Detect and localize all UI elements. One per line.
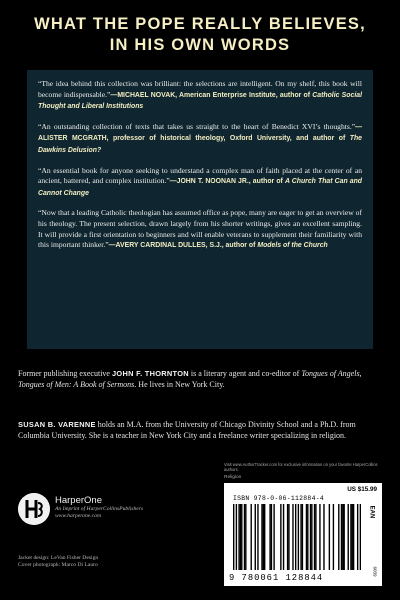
barcode-bar — [271, 504, 272, 570]
barcode-bar — [338, 504, 339, 570]
quote-text: “An outstanding collection of texts that takes us straight to the heart of Benedict XVI’s thoughts.” — [38, 121, 356, 131]
quote-attribution: AVERY CARDINAL DULLES, S.J., author of — [115, 242, 258, 250]
barcode-digits: 9 780061 128844 — [229, 573, 324, 583]
barcode-bar — [295, 504, 296, 570]
quote-book-title: Models of the Church — [257, 242, 328, 250]
barcode-bar — [360, 504, 361, 570]
barcode-bar — [244, 504, 245, 570]
category-label: Religion — [224, 475, 242, 480]
barcode-bar — [255, 504, 256, 570]
bio-text: holds an M.A. from the University of Chicago Divinity School and a Ph.D. from Columbia University. She is a teacher in New York City and a freelance writer specializing in religion. — [18, 420, 356, 441]
barcode-bar — [273, 504, 274, 570]
quote-text: “The idea behind this collection was brilliant: the selections are intelligent. On my shelf, this book will become indispensable.” — [38, 79, 362, 99]
endorsements-panel — [27, 70, 373, 349]
quote-attribution: JOHN T. NOONAN JR., author of — [176, 178, 285, 186]
quote-book-title: A Church That Can and Cannot Change — [38, 178, 363, 197]
barcode-bar — [350, 504, 351, 570]
price-label: US $15.99 — [347, 486, 377, 493]
barcode-bar — [238, 504, 239, 570]
author-bio-varenne — [18, 419, 384, 441]
barcode-bar — [341, 504, 342, 570]
photo-credit: Cover photograph: Marco Di Lauro — [18, 562, 98, 569]
isbn-label: ISBN 978-0-06-112884-4 — [233, 495, 324, 502]
barcode-bar — [283, 504, 284, 570]
authortracker-note: Visit www.AuthorTracker.com for exclusive information on your favorite HarperCollins authors. — [224, 462, 378, 472]
small-code: 6039 — [372, 566, 378, 577]
barcode-bar — [307, 504, 308, 570]
barcode-bar — [306, 504, 307, 570]
barcode-bar — [288, 504, 289, 570]
quote-separator: — — [110, 91, 118, 99]
barcode-bar — [280, 504, 281, 570]
jacket-credits — [18, 555, 98, 570]
barcode-bar — [257, 504, 258, 570]
quote-book-title: The Dawkins Delusion? — [38, 135, 362, 154]
bio-book-title: Tongues of Angels, Tongues of Men: A Book of Sermons — [18, 369, 362, 390]
publisher-imprint-line: An Imprint of HarperCollinsPublishers — [55, 506, 144, 512]
author-name: SUSAN B. VARENNE — [18, 420, 96, 429]
quote-separator: — — [355, 123, 362, 131]
barcode-block — [224, 483, 382, 586]
author-name: JOHN F. THORNTON — [111, 369, 189, 378]
barcode-bar — [315, 504, 316, 570]
bio-lead: Former publishing executive — [18, 369, 112, 378]
barcode-bar — [298, 504, 299, 570]
bio-text: is a literary agent and co-editor of — [188, 369, 302, 378]
quote-separator: — — [108, 242, 116, 250]
barcode-bar — [323, 504, 324, 570]
barcode-bar — [245, 504, 246, 570]
barcode-bar — [353, 504, 354, 570]
publisher-imprint — [55, 495, 143, 520]
barcode-bar — [319, 504, 320, 570]
barcode-bar — [300, 504, 301, 570]
barcode-bar — [314, 504, 315, 570]
publisher-url: www.harperone.com — [55, 513, 101, 520]
barcode-bar — [348, 504, 349, 570]
barcode-bar — [240, 504, 241, 570]
quote-book-title: Catholic Social Thought and Liberal Institutions — [38, 91, 362, 111]
ean-label: EAN — [368, 505, 375, 519]
barcode-bar — [241, 504, 242, 570]
barcode-bar — [233, 504, 234, 570]
quote-attribution: MICHAEL NOVAK, American Enterprise Institute, author of — [117, 91, 313, 99]
barcode-bar — [251, 504, 252, 570]
quote-text: “An essential book for anyone seeking to understand a complex man of faith placed at the center of an ancient, battered, and complex institution.” — [38, 165, 362, 186]
barcode-bar — [357, 504, 358, 570]
barcode-bar — [287, 504, 288, 570]
publisher-brand: HarperOne — [55, 495, 102, 506]
barcode-bar — [342, 504, 343, 570]
harperone-logo-icon — [18, 493, 50, 525]
barcode-bar — [263, 504, 264, 570]
design-credit: Jacket design: LeVan Fisher Design — [18, 555, 99, 561]
barcode-bar — [261, 504, 262, 570]
headline — [18, 14, 382, 56]
quote-text: “Now that a leading Catholic theologian has assumed office as pope, many are eager to get an overview of his theology. The present selection, drawn largely from his shorter writings, gives an excellent sampling. It will provide a first orientation to beginners and will enable veterans to supplement their familiarity with this important thinker.” — [38, 208, 362, 250]
quote-separator: — — [169, 178, 177, 186]
bio-tail: . He lives in New York City. — [134, 380, 225, 390]
endorsement-quote — [38, 79, 362, 113]
quote-attribution: ALISTER MCGRATH, professor of historical theology, Oxford University, and author of — [38, 135, 350, 143]
author-bio-thornton — [18, 368, 384, 390]
barcode-graphic — [233, 504, 361, 570]
barcode-bar — [311, 504, 312, 570]
endorsement-quote — [38, 166, 362, 200]
headline-line-1: WHAT THE POPE REALLY BELIEVES, — [34, 15, 366, 33]
barcode-bar — [269, 504, 270, 570]
barcode-bar — [343, 504, 344, 570]
endorsement-quote — [38, 208, 362, 251]
barcode-bar — [329, 504, 330, 570]
endorsement-quote — [38, 122, 362, 157]
barcode-bar — [352, 504, 353, 570]
barcode-bar — [236, 504, 237, 570]
barcode-bar — [292, 504, 293, 570]
barcode-bar — [302, 504, 303, 570]
headline-line-2: IN HIS OWN WORDS — [109, 36, 291, 54]
barcode-bar — [333, 504, 334, 570]
barcode-bar — [310, 504, 311, 570]
barcode-bar — [264, 504, 265, 570]
